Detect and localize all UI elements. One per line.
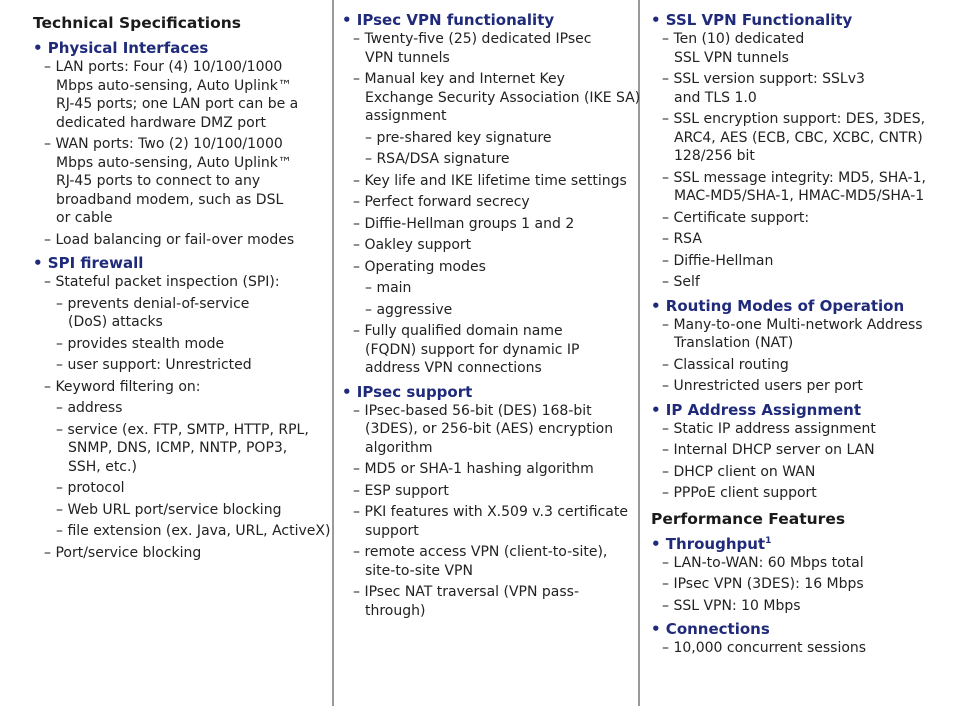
spec-line: – RSA [662, 231, 702, 247]
spec-line: Exchange Security Association (IKE SA) [365, 89, 641, 106]
spec-line: – prevents denial-of-service [56, 295, 250, 312]
spec-line: – Manual key and Internet Key [353, 71, 565, 87]
spec-line: – remote access VPN (client-to-site), [353, 544, 608, 560]
spec-line: – SSL version support: SSLv3 [662, 71, 865, 87]
ipsec-support-title: • IPsec support [342, 382, 473, 401]
spec-line: – Unrestricted users per port [662, 378, 863, 394]
spec-line: – Oakley support [353, 237, 472, 253]
column-1 [33, 10, 333, 562]
spec-line: through) [365, 602, 426, 619]
spec-line: RJ-45 ports to connect to any [56, 173, 261, 189]
spec-line: – LAN ports: Four (4) 10/100/1000 [44, 59, 283, 75]
spec-line: – SSL message integrity: MD5, SHA-1, [662, 169, 926, 186]
spec-line: algorithm [365, 439, 433, 456]
connections-title: • Connections [651, 620, 770, 638]
spec-line: support [365, 522, 419, 539]
spec-line: – WAN ports: Two (2) 10/100/1000 [44, 136, 283, 152]
ipsec-vpn-title: • IPsec VPN functionality [342, 11, 555, 29]
spec-line: – SSL encryption support: DES, 3DES, [662, 111, 926, 127]
column-2 [342, 10, 641, 620]
spec-line: and TLS 1.0 [674, 89, 757, 106]
spec-line: – IPsec NAT traversal (VPN pass- [353, 584, 579, 600]
spec-line: (3DES), or 256-bit (AES) encryption [365, 421, 614, 437]
spec-line: – Web URL port/service blocking [56, 501, 282, 518]
routing-modes-title: • Routing Modes of Operation [651, 296, 905, 315]
ssl-vpn-title: • SSL VPN Functionality [651, 11, 853, 29]
spec-line: – Port/service blocking [44, 544, 202, 561]
spec-line: VPN tunnels [365, 49, 450, 66]
spec-line: or cable [56, 210, 113, 226]
spec-line: SNMP, DNS, ICMP, NNTP, POP3, [68, 440, 288, 456]
spec-line: Mbps auto-sensing, Auto Uplink™ [56, 154, 292, 171]
spec-line: (FQDN) support for dynamic IP [365, 341, 580, 358]
spec-line: – 10,000 concurrent sessions [662, 640, 867, 656]
spec-line: – pre-shared key signature [365, 129, 552, 146]
spec-line: – protocol [56, 480, 125, 496]
spec-line: – IPsec-based 56-bit (DES) 168-bit [353, 402, 592, 419]
spec-line: – main [365, 280, 412, 296]
spec-line: 128/256 bit [674, 148, 755, 164]
spec-line: RJ-45 ports; one LAN port can be a [56, 96, 299, 112]
spec-line: dedicated hardware DMZ port [56, 114, 266, 131]
throughput-label: • Throughput [651, 534, 766, 553]
spec-line: assignment [365, 108, 447, 124]
spec-line: Mbps auto-sensing, Auto Uplink™ [56, 77, 292, 94]
spec-line: – Stateful packet inspection (SPI): [44, 274, 280, 290]
spec-line: broadband modem, such as DSL [56, 191, 284, 208]
spec-line: – Ten (10) dedicated [662, 31, 805, 47]
spec-line: – SSL VPN: 10 Mbps [662, 597, 801, 614]
spec-line: – Load balancing or fail-over modes [44, 231, 295, 248]
spec-line: – Classical routing [662, 356, 789, 373]
ip-address-assignment-title: • IP Address Assignment [651, 400, 862, 419]
spec-line: ARC4, AES (ECB, CBC, XCBC, CNTR) [674, 129, 923, 146]
spec-line: address VPN connections [365, 360, 542, 376]
spec-line: – Perfect forward secrecy [353, 194, 530, 210]
spec-line: – RSA/DSA signature [365, 151, 510, 167]
physical-interfaces-title: • Physical Interfaces [33, 39, 209, 57]
spec-line: – Static IP address assignment [662, 420, 876, 437]
spec-line: – Internal DHCP server on LAN [662, 442, 875, 458]
spec-line: – PKI features with X.509 v.3 certificate [353, 504, 628, 520]
performance-features-heading: Performance Features [651, 509, 846, 528]
spec-line: – LAN-to-WAN: 60 Mbps total [662, 554, 864, 571]
spec-line: – IPsec VPN (3DES): 16 Mbps [662, 576, 864, 592]
spec-line: – service (ex. FTP, SMTP, HTTP, RPL, [56, 421, 309, 438]
technical-specifications-heading: Technical Specifications [33, 14, 241, 32]
spec-line: – Operating modes [353, 258, 486, 275]
spec-line: – user support: Unrestricted [56, 357, 252, 373]
spec-line: – Diffie-Hellman groups 1 and 2 [353, 215, 575, 232]
spec-line: – Fully qualified domain name [353, 323, 563, 339]
spec-line: – MD5 or SHA-1 hashing algorithm [353, 461, 594, 477]
spec-line: SSH, etc.) [68, 458, 137, 475]
footnote-marker: 1 [765, 535, 772, 546]
spec-line: – provides stealth mode [56, 335, 225, 352]
spec-line: (DoS) attacks [68, 314, 163, 330]
spi-firewall-title: • SPI firewall [33, 254, 144, 272]
spec-line: – Diffie-Hellman [662, 252, 774, 269]
throughput-title [651, 534, 951, 554]
spec-line: – Self [662, 274, 700, 290]
spec-line: MAC-MD5/SHA-1, HMAC-MD5/SHA-1 [674, 188, 925, 204]
column-3 [651, 10, 951, 658]
spec-line: Translation (NAT) [674, 335, 794, 351]
spec-line: – PPPoE client support [662, 485, 817, 501]
spec-line: – address [56, 400, 123, 416]
spec-line: – Many-to-one Multi-network Address [662, 316, 923, 333]
spec-line: – Key life and IKE lifetime time settings [353, 172, 627, 189]
spec-line: site-to-site VPN [365, 562, 473, 579]
spec-line: SSL VPN tunnels [674, 49, 789, 66]
spec-line: – ESP support [353, 482, 449, 499]
spec-line: – file extension (ex. Java, URL, ActiveX) [56, 523, 331, 539]
spec-line: – DHCP client on WAN [662, 463, 816, 480]
spec-line: – Keyword filtering on: [44, 378, 201, 395]
spec-line: – aggressive [365, 301, 453, 318]
spec-line: – Twenty-five (25) dedicated IPsec [353, 31, 592, 47]
spec-line: – Certificate support: [662, 209, 810, 226]
